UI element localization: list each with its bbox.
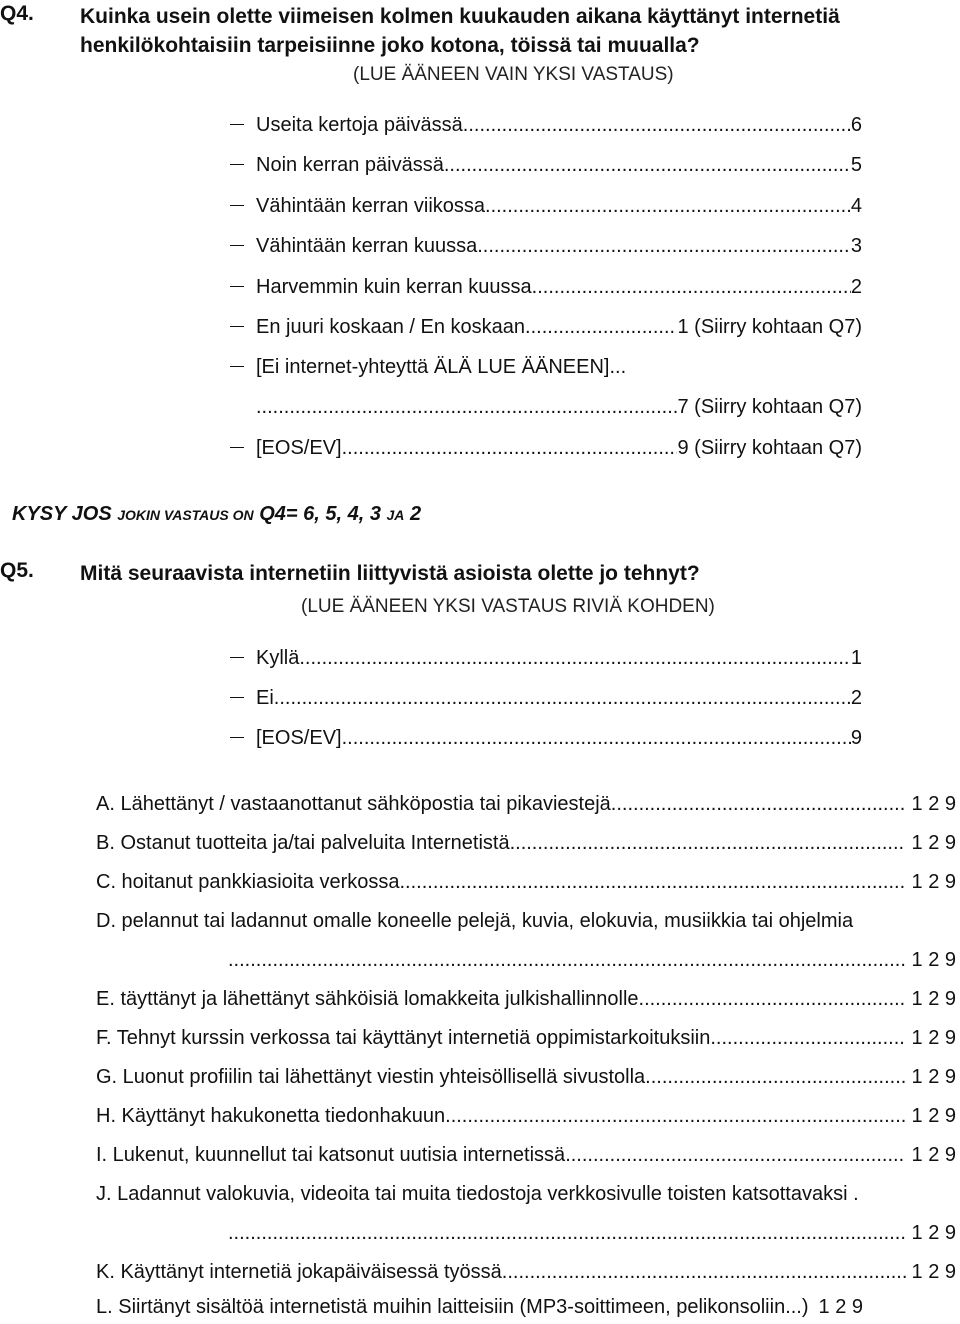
list-item: E. täyttänyt ja lähettänyt sähköisiä lomakkeita julkishallinnolle ..... 1 2 9 bbox=[96, 988, 956, 1016]
answer-option-continued: ..... 7 (Siirry kohtaan Q7) bbox=[230, 396, 862, 424]
dash-icon bbox=[230, 164, 244, 166]
dash-icon bbox=[230, 326, 244, 328]
list-item: A. Lähettänyt / vastaanottanut sähköpostia tai pikaviestejä ..... 1 2 9 bbox=[96, 793, 956, 821]
list-item: F. Tehnyt kurssin verkossa tai käyttänyt internetiä oppimistarkoituksiin ..... 1 2 9 bbox=[96, 1027, 956, 1055]
answer-option: [EOS/EV] ..... 9 (Siirry kohtaan Q7) bbox=[230, 437, 862, 465]
answer-option: Kyllä ..... 1 bbox=[230, 647, 862, 675]
dash-icon bbox=[230, 657, 244, 659]
list-item: D. pelannut tai ladannut omalle koneelle pelejä, kuvia, elokuvia, musiikkia tai ohjelmia bbox=[96, 910, 854, 932]
list-item-continued: ..... 1 2 9 bbox=[228, 1222, 956, 1250]
dash-icon bbox=[230, 286, 244, 288]
filter-instruction: KYSY JOS JOKIN VASTAUS ON Q4= 6, 5, 4, 3 JA 2 bbox=[12, 503, 422, 525]
dash-icon bbox=[230, 245, 244, 247]
answer-option: Useita kertoja päivässä ..... 6 bbox=[230, 114, 862, 142]
question-text: Kuinka usein olette viimeisen kolmen kuukauden aikana käyttänyt internetiä henkilökohtaisiin tarpeisiinne joko kotona, töissä tai muualla? bbox=[80, 5, 840, 57]
answer-option: Ei ..... 2 bbox=[230, 687, 862, 715]
question-number: Q5. bbox=[0, 559, 34, 582]
list-item: C. hoitanut pankkiasioita verkossa ..... 1 2 9 bbox=[96, 871, 956, 899]
list-item: H. Käyttänyt hakukonetta tiedonhakuun ..... 1 2 9 bbox=[96, 1105, 956, 1133]
list-item: K. Käyttänyt internetiä jokapäiväisessä työssä ..... 1 2 9 bbox=[96, 1261, 956, 1289]
question-number: Q4. bbox=[0, 2, 34, 25]
list-item: G. Luonut profiilin tai lähettänyt viestin yhteisöllisellä sivustolla ..... 1 2 9 bbox=[96, 1066, 956, 1094]
answer-option: En juuri koskaan / En koskaan ..... 1 (Siirry kohtaan Q7) bbox=[230, 316, 862, 344]
answer-option: Vähintään kerran viikossa ..... 4 bbox=[230, 195, 862, 223]
dash-icon bbox=[230, 697, 244, 699]
dash-icon bbox=[230, 124, 244, 126]
dash-icon bbox=[230, 205, 244, 207]
answer-option: Harvemmin kuin kerran kuussa ..... 2 bbox=[230, 276, 862, 304]
list-item-continued: ..... 1 2 9 bbox=[228, 949, 956, 977]
answer-option: Noin kerran päivässä ..... 5 bbox=[230, 154, 862, 182]
instruction: (LUE ÄÄNEEN YKSI VASTAUS RIVIÄ KOHDEN) bbox=[301, 596, 715, 617]
list-item: I. Lukenut, kuunnellut tai katsonut uutisia internetissä ..... 1 2 9 bbox=[96, 1144, 956, 1172]
list-item: B. Ostanut tuotteita ja/tai palveluita Internetistä ..... 1 2 9 bbox=[96, 832, 956, 860]
list-item: J. Ladannut valokuvia, videoita tai muita tiedostoja verkkosivulle toisten katsottavaksi . bbox=[96, 1183, 859, 1205]
dash-icon bbox=[230, 447, 244, 449]
list-item: L. Siirtänyt sisältöä internetistä muihin laitteisiin (MP3-soittimeen, pelikonsoliin...) 1 2 9 bbox=[96, 1296, 864, 1318]
answer-option: Vähintään kerran kuussa ..... 3 bbox=[230, 235, 862, 263]
dash-icon bbox=[230, 366, 244, 368]
answer-option: [EOS/EV] ..... 9 bbox=[230, 727, 862, 755]
question-text: Mitä seuraavista internetiin liittyvistä asioista olette jo tehnyt? bbox=[80, 562, 700, 585]
instruction: (LUE ÄÄNEEN VAIN YKSI VASTAUS) bbox=[353, 64, 674, 85]
answer-option: [Ei internet-yhteyttä ÄLÄ LUE ÄÄNEEN]... bbox=[230, 356, 862, 384]
dash-icon bbox=[230, 737, 244, 739]
